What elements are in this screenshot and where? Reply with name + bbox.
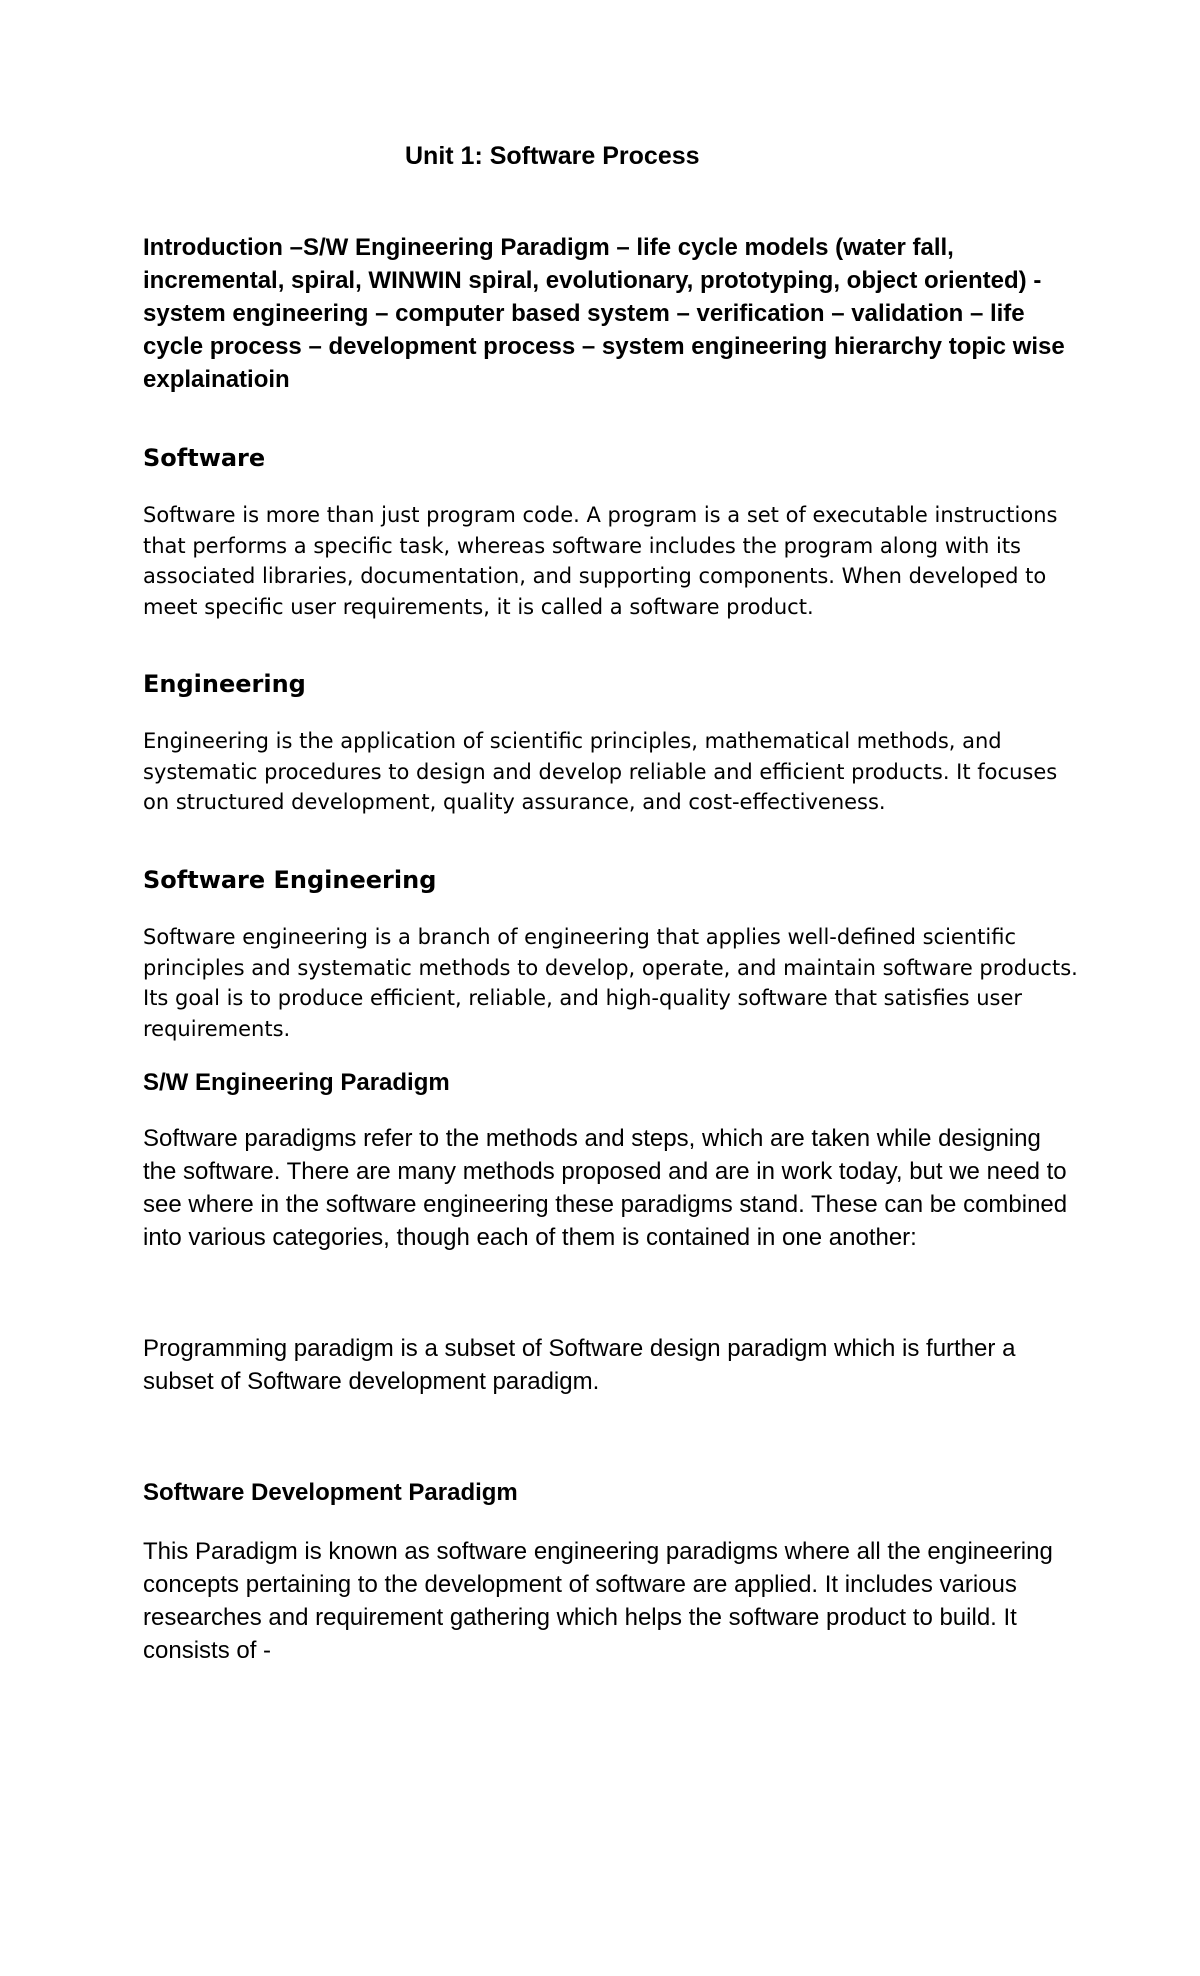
section-body-programming-paradigm: Programming paradigm is a subset of Software design paradigm which is further a subset of Software development paradigm. [143, 1335, 1016, 1395]
section-body-engineering: Engineering is the application of scientific principles, mathematical methods, and systematic procedures to design and develop reliable and efficient products. It focuses on structured development, quality assurance, and cost-effectiveness. [143, 729, 1058, 814]
intro-paragraph: Introduction –S/W Engineering Paradigm – life cycle models (water fall, incremental, spiral, WINWIN spiral, evolutionary, prototyping, object oriented) - system engineering – computer based system – verification – validation – life cycle process – development process – system engineering hierarchy topic wise explainatioin [143, 234, 1065, 393]
section-heading-engineering: Engineering [143, 670, 306, 698]
section-heading-software-engineering: Software Engineering [143, 866, 437, 894]
section-heading-sw-engineering-paradigm: S/W Engineering Paradigm [143, 1069, 450, 1096]
section-body-software-engineering: Software engineering is a branch of engineering that applies well-defined scientific principles and systematic methods to develop, operate, and maintain software products. Its goal is to produce efficient, reliable, and high-quality software that satisfies user requirements. [143, 925, 1078, 1041]
section-body-sw-engineering-paradigm: Software paradigms refer to the methods and steps, which are taken while designing the software. There are many methods proposed and are in work today, but we need to see where in the software engineering these paradigms stand. These can be combined into various categories, though each of them is contained in one another: [143, 1125, 1068, 1251]
section-body-software-development-paradigm: This Paradigm is known as software engineering paradigms where all the engineering concepts pertaining to the development of software are applied. It includes various researches and requirement gathering which helps the software product to build. It consists of - [143, 1538, 1053, 1664]
section-heading-software-development-paradigm: Software Development Paradigm [143, 1479, 518, 1506]
page-title: Unit 1: Software Process [405, 142, 700, 170]
section-heading-software: Software [143, 444, 266, 472]
section-body-software: Software is more than just program code. A program is a set of executable instructions that performs a specific task, whereas software includes the program along with its associated libraries, documentation, and supporting components. When developed to meet specific user requirements, it is called a software product. [143, 503, 1058, 619]
